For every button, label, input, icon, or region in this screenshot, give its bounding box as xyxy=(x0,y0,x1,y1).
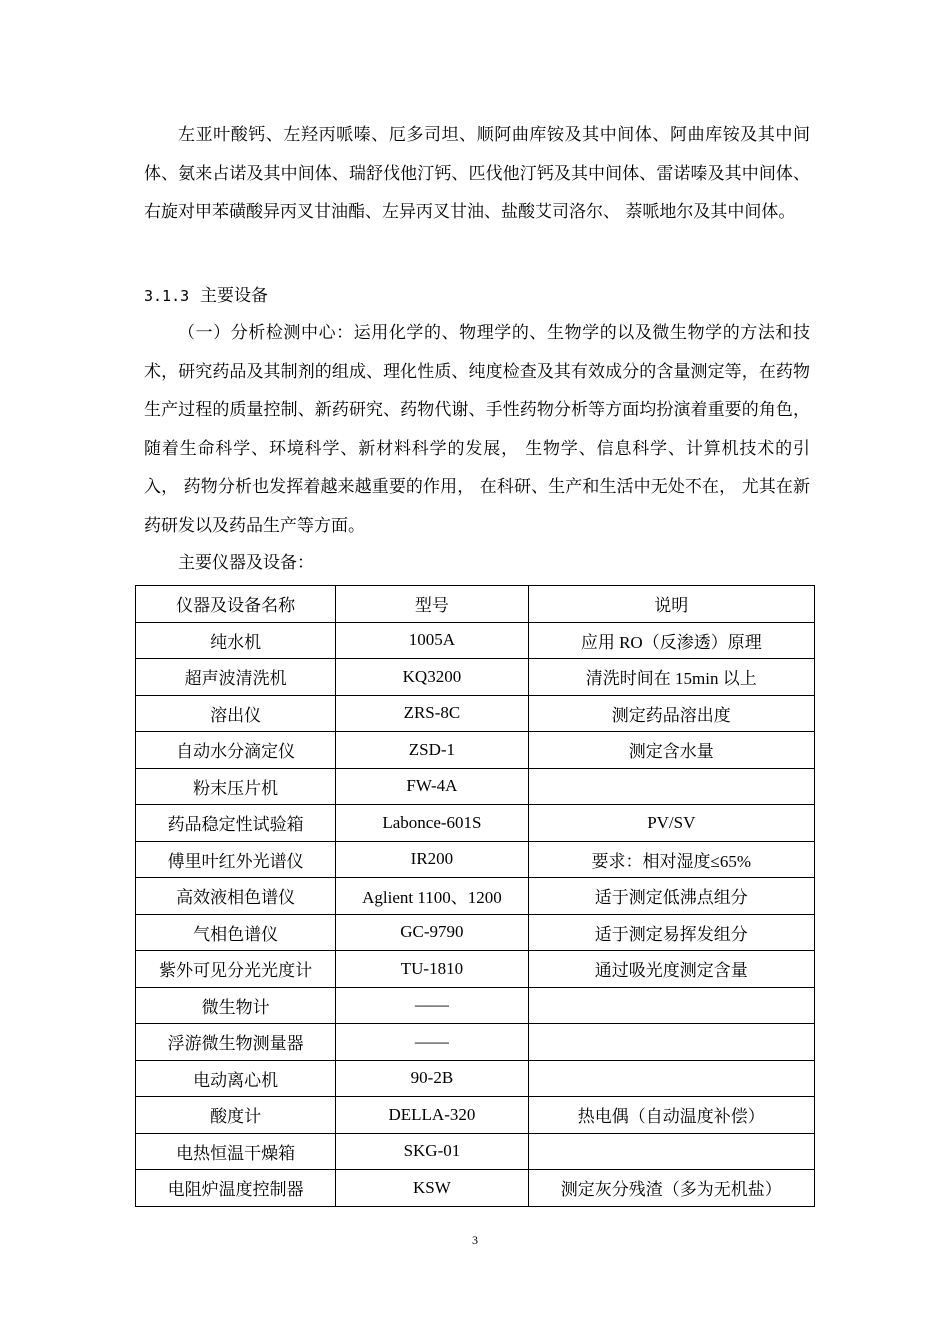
table-row xyxy=(136,622,815,659)
cell-model: ZRS-8C xyxy=(336,695,528,732)
header-description: 说明 xyxy=(528,586,814,623)
cell-equipment-name: 酸度计 xyxy=(136,1097,336,1134)
section-number: 3.1.3 xyxy=(144,287,190,305)
cell-equipment-name: 纯水机 xyxy=(136,622,336,659)
cell-description: 通过吸光度测定含量 xyxy=(528,951,814,988)
cell-equipment-name: 电动离心机 xyxy=(136,1060,336,1097)
cell-model: GC-9790 xyxy=(336,914,528,951)
cell-description xyxy=(528,768,814,805)
table-row xyxy=(136,805,815,842)
cell-equipment-name: 气相色谱仪 xyxy=(136,914,336,951)
table-caption: 主要仪器及设备： xyxy=(178,553,314,573)
equipment-table xyxy=(135,585,815,1207)
cell-model: KQ3200 xyxy=(336,659,528,696)
cell-equipment-name: 浮游微生物测量器 xyxy=(136,1024,336,1061)
cell-description xyxy=(528,1060,814,1097)
cell-equipment-name: 电热恒温干燥箱 xyxy=(136,1133,336,1170)
paragraph-intermediates: 左亚叶酸钙、左羟丙哌嗪、厄多司坦、顺阿曲库铵及其中间体、阿曲库铵及其中间体、氨来占诺及其中间体、瑞舒伐他汀钙、匹伐他汀钙及其中间体、雷诺嗪及其中间体、 右旋对甲苯磺酸异丙叉甘油酯、左异丙叉甘油、盐酸艾司洛尔、 萘哌地尔及其中间体。 xyxy=(144,125,810,222)
table-row xyxy=(136,768,815,805)
cell-description: 应用 RO（反渗透）原理 xyxy=(528,622,814,659)
table-body xyxy=(136,622,815,1206)
cell-equipment-name: 紫外可见分光光度计 xyxy=(136,951,336,988)
cell-equipment-name: 电阻炉温度控制器 xyxy=(136,1170,336,1207)
cell-description: PV/SV xyxy=(528,805,814,842)
cell-equipment-name: 自动水分滴定仪 xyxy=(136,732,336,769)
cell-description: 测定灰分残渣（多为无机盐） xyxy=(528,1170,814,1207)
header-equipment-name: 仪器及设备名称 xyxy=(136,586,336,623)
cell-equipment-name: 溶出仪 xyxy=(136,695,336,732)
section-heading xyxy=(144,281,268,311)
cell-model: 90-2B xyxy=(336,1060,528,1097)
table-row xyxy=(136,1133,815,1170)
cell-model: ZSD-1 xyxy=(336,732,528,769)
cell-model: KSW xyxy=(336,1170,528,1207)
cell-equipment-name: 药品稳定性试验箱 xyxy=(136,805,336,842)
section-title: 主要设备 xyxy=(199,286,268,306)
cell-model: SKG-01 xyxy=(336,1133,528,1170)
table-row xyxy=(136,878,815,915)
table-row xyxy=(136,914,815,951)
cell-model: TU-1810 xyxy=(336,951,528,988)
cell-description xyxy=(528,987,814,1024)
cell-description: 要求：相对湿度≤65% xyxy=(528,841,814,878)
table-row xyxy=(136,695,815,732)
cell-description: 清洗时间在 15min 以上 xyxy=(528,659,814,696)
cell-model: —— xyxy=(336,1024,528,1061)
table-row xyxy=(136,987,815,1024)
table-row xyxy=(136,732,815,769)
header-model: 型号 xyxy=(336,586,528,623)
cell-equipment-name: 超声波清洗机 xyxy=(136,659,336,696)
cell-description xyxy=(528,1024,814,1061)
cell-model: DELLA-320 xyxy=(336,1097,528,1134)
cell-description: 测定含水量 xyxy=(528,732,814,769)
cell-model: 1005A xyxy=(336,622,528,659)
table-row xyxy=(136,1170,815,1207)
cell-equipment-name: 傅里叶红外光谱仪 xyxy=(136,841,336,878)
table-row xyxy=(136,659,815,696)
cell-model: FW-4A xyxy=(336,768,528,805)
page-number: 3 xyxy=(472,1233,478,1247)
table-header-row xyxy=(136,586,815,623)
cell-model: IR200 xyxy=(336,841,528,878)
cell-model: Aglient 1100、1200 xyxy=(336,878,528,915)
cell-equipment-name: 微生物计 xyxy=(136,987,336,1024)
cell-model: Labonce-601S xyxy=(336,805,528,842)
cell-equipment-name: 粉末压片机 xyxy=(136,768,336,805)
cell-description: 适于测定低沸点组分 xyxy=(528,878,814,915)
cell-equipment-name: 高效液相色谱仪 xyxy=(136,878,336,915)
paragraph-analysis-center: （一）分析检测中心：运用化学的、物理学的、生物学的以及微生物学的方法和技术，研究药品及其制剂的组成、理化性质、纯度检查及其有效成分的含量测定等，在药物生产过程的质量控制、新药研究、药物代谢、手性药物分析等方面均扮演着重要的角色，随着生命科学、环境科学、新材料科学的发展， 生物学、信息科学、计算机技术的引入， 药物分析也发挥着越来越重要的作用， 在科研、生产和生活中无处不在， 尤其在新药研发以及药品生产等方面。 xyxy=(144,323,810,536)
table-row xyxy=(136,1024,815,1061)
cell-description: 适于测定易挥发组分 xyxy=(528,914,814,951)
cell-description: 热电偶（自动温度补偿） xyxy=(528,1097,814,1134)
cell-model: —— xyxy=(336,987,528,1024)
table-row xyxy=(136,951,815,988)
table-row xyxy=(136,1097,815,1134)
table-row xyxy=(136,841,815,878)
cell-description xyxy=(528,1133,814,1170)
table-row xyxy=(136,1060,815,1097)
cell-description: 测定药品溶出度 xyxy=(528,695,814,732)
